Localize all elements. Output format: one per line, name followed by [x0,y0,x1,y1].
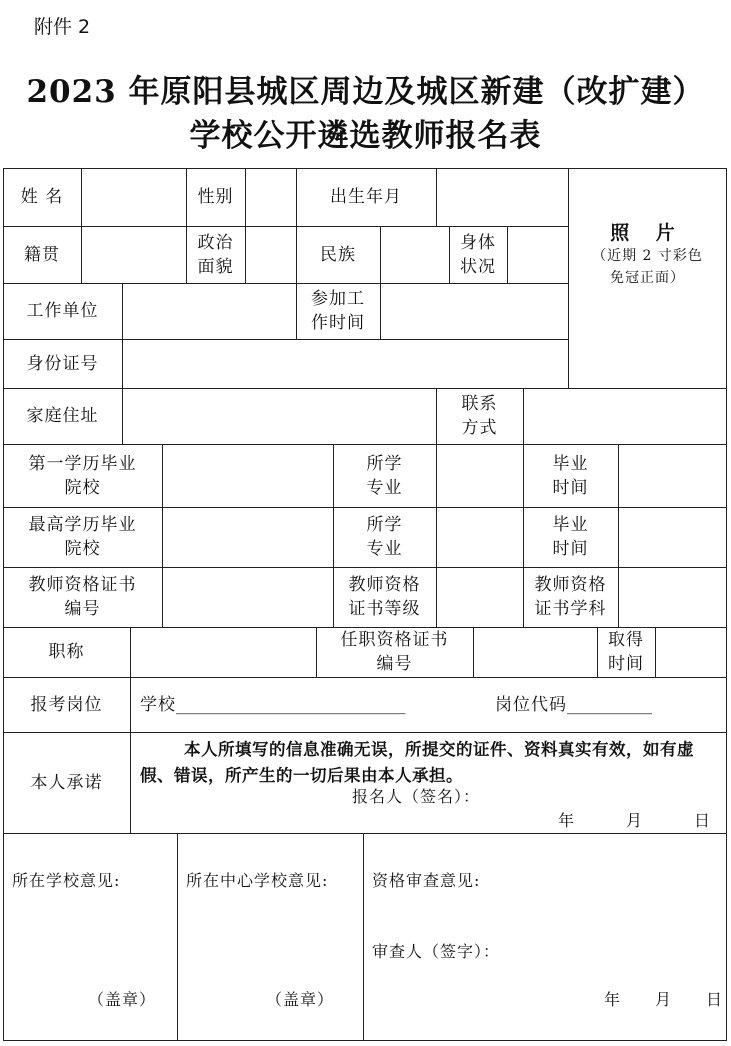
school-seal: （盖章） [88,990,157,1009]
signer-label: 报名人（签名）： [352,787,481,806]
review-date: 年 月 日 [604,990,724,1009]
label-major2-1: 所学 [366,515,403,535]
label-cert-no-2: 编号 [64,599,101,619]
label-cert-level [333,567,436,627]
label-grad1-2: 时间 [552,477,589,498]
input-name[interactable] [82,169,186,226]
label-pledge: 本人承诺 [30,772,103,793]
page-title-line1: 2023 年原阳县城区周边及城区新建（改扩建） [26,74,705,110]
input-cert-subject[interactable] [619,568,726,627]
input-major2[interactable] [437,508,523,567]
reviewer-label: 审查人（签字）： [372,942,501,961]
center-opinion-label: 所在中心学校意见: [186,871,329,890]
label-cert-subject-2: 证书学科 [534,599,607,619]
label-title-cert-2: 编号 [376,654,413,674]
label-title: 职称 [48,642,85,662]
input-gender[interactable] [246,169,296,226]
label-gender: 性别 [197,187,234,207]
label-work-time-2: 作时间 [311,313,365,333]
label-title-cert-1: 任职资格证书 [340,630,449,650]
label-title-cert [316,627,473,677]
label-grad2 [523,507,618,567]
label-cert-no-1: 教师资格证书 [28,575,137,595]
label-grad2-1: 毕业 [552,515,589,535]
label-edu2 [3,507,162,567]
input-native-place[interactable] [82,227,186,283]
label-edu1 [3,444,162,507]
input-major1[interactable] [437,445,523,507]
label-edu1-2: 院校 [64,477,101,498]
label-obtain [597,627,655,677]
photo-box[interactable] [569,169,726,388]
label-cert-level-2: 证书等级 [348,599,421,619]
input-title-cert[interactable] [474,628,597,677]
label-work-unit: 工作单位 [26,301,99,321]
input-address[interactable] [123,389,436,444]
label-health [449,226,507,283]
label-contact-2: 方式 [461,418,498,438]
label-id-number: 身份证号 [26,353,99,374]
label-grad2-2: 时间 [552,539,589,559]
label-contact [436,388,523,444]
input-cert-no[interactable] [163,568,333,627]
center-seal: （盖章） [266,990,335,1009]
center-opinion-area[interactable] [178,895,362,980]
label-work-time [296,283,380,339]
attachment-label: 附件 2 [34,16,91,38]
label-major1-2: 专业 [366,477,403,498]
post-code-blank: __________ [567,694,652,715]
label-cert-level-1: 教师资格 [348,575,421,595]
input-work-unit[interactable] [123,284,296,339]
page-title-line2: 学校公开遴选教师报名表 [189,118,542,154]
label-obtain-2: 时间 [608,654,644,674]
photo-note-1: （近期 2 寸彩色 [592,247,703,264]
photo-note-2: 免冠正面） [610,269,685,286]
label-cert-no [3,567,162,627]
label-political-1: 政治 [197,232,234,253]
input-id-number[interactable] [123,340,568,388]
input-edu2[interactable] [163,508,333,567]
label-grad1 [523,444,618,507]
label-major2 [333,507,436,567]
input-grad1[interactable] [619,445,726,507]
pledge-date: 年 月 日 [558,811,712,830]
photo-title: 照 片 [610,221,685,244]
input-ethnicity[interactable] [381,227,449,283]
school-opinion-area[interactable] [4,895,176,980]
label-edu2-1: 最高学历毕业 [28,515,137,535]
table-border-right [726,168,727,1041]
label-health-1: 身体 [460,232,496,253]
label-birth: 出生年月 [330,187,402,207]
label-health-2: 状况 [460,256,496,277]
label-position: 报考岗位 [30,694,103,715]
label-school: 学校 [140,694,176,715]
school-field[interactable] [140,677,440,732]
label-cert-subject [523,567,618,627]
table-border-bottom [3,1040,727,1041]
school-opinion-label: 所在学校意见: [12,871,121,890]
review-opinion-label: 资格审查意见: [372,871,481,890]
input-obtain[interactable] [656,628,726,677]
input-health[interactable] [508,227,568,283]
label-major1 [333,444,436,507]
label-major2-2: 专业 [366,539,403,559]
label-cert-subject-1: 教师资格 [534,575,607,595]
pledge-text: 本人所填写的信息准确无误，所提交的证件、资料真实有效，如有虚假、错误，所产生的一切后果由本人承担。 [140,740,694,785]
label-major1-1: 所学 [366,453,403,474]
school-blank: ___________________________ [176,694,406,715]
input-cert-level[interactable] [437,568,523,627]
label-political [186,226,245,283]
label-address: 家庭住址 [26,406,99,426]
label-political-2: 面貌 [197,256,234,277]
label-contact-1: 联系 [461,394,498,414]
input-title[interactable] [131,628,316,677]
review-opinion-area[interactable] [364,895,725,935]
input-political[interactable] [246,227,296,283]
input-work-time[interactable] [381,284,568,339]
input-grad2[interactable] [619,508,726,567]
label-name: 姓 名 [20,187,64,207]
input-contact[interactable] [524,389,726,444]
input-birth[interactable] [437,169,568,226]
input-edu1[interactable] [163,445,333,507]
post-code-field[interactable] [495,677,725,732]
label-post-code: 岗位代码 [495,694,567,715]
label-grad1-1: 毕业 [552,453,589,474]
label-edu2-2: 院校 [64,539,101,559]
label-ethnicity: 民族 [320,244,356,265]
label-obtain-1: 取得 [608,630,644,650]
label-work-time-1: 参加工 [311,289,365,309]
label-edu1-1: 第一学历毕业 [28,453,137,474]
label-native-place: 籍贯 [24,244,60,265]
